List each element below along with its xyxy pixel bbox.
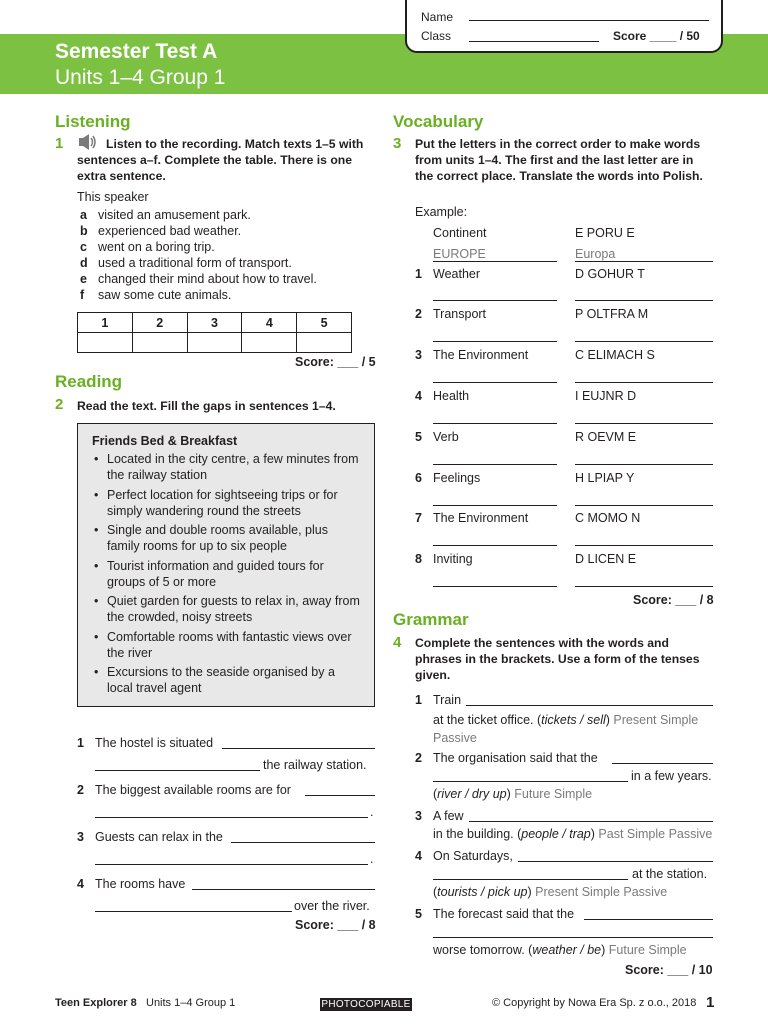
question-text: in the building. (people / trap) Past Simple Passive: [433, 827, 713, 841]
class-field[interactable]: [469, 41, 599, 42]
question-number: 3: [77, 830, 84, 844]
translation-line[interactable]: [575, 341, 713, 342]
task-2-number: 2: [55, 396, 64, 413]
example-label: Example:: [415, 205, 468, 219]
answer-line[interactable]: [433, 586, 557, 587]
question-text: The rooms have: [95, 877, 186, 891]
answer-cell[interactable]: [132, 333, 187, 353]
example-polish: Europa: [575, 247, 616, 261]
answer-line[interactable]: [433, 341, 557, 342]
question-number: 1: [415, 693, 422, 707]
example-line: [575, 261, 713, 262]
footer-book: Teen Explorer 8: [55, 997, 137, 1009]
list-item: a visited an amusement park.: [80, 208, 251, 222]
list-item: • Tourist information and guided tours for groups of 5 or more: [92, 558, 362, 590]
question-text: at the ticket office. (tickets / sell) Present Simple Passive: [433, 713, 699, 745]
question-end: .: [370, 805, 374, 819]
footer-unit: Units 1–4 Group 1: [146, 997, 236, 1009]
vocab-item: 6 Feelings H LPIAP Y: [415, 471, 715, 511]
question-text: The hostel is situated: [95, 736, 214, 750]
answer-line[interactable]: [433, 382, 557, 383]
question-text: Guests can relax in the: [95, 830, 223, 844]
answer-cell[interactable]: [187, 333, 242, 353]
listening-score: Score: ___ / 5: [295, 355, 376, 369]
answer-line[interactable]: [222, 748, 375, 749]
question-text: worse tomorrow. (weather / be) Future Simple: [433, 943, 687, 957]
answer-line[interactable]: [95, 770, 260, 771]
answer-line[interactable]: [584, 919, 713, 920]
total-score: Score ____ / 50: [613, 29, 700, 43]
example-category: Continent: [433, 226, 487, 240]
answer-line[interactable]: [433, 505, 557, 506]
task-1-number: 1: [55, 135, 64, 152]
example-line: [433, 261, 557, 262]
reading-heading: Reading: [55, 372, 123, 391]
class-label: Class: [421, 29, 452, 43]
name-label: Name: [421, 10, 454, 24]
grammar-score: Score: ___ / 10: [625, 963, 713, 977]
box-title: Friends Bed & Breakfast: [92, 434, 238, 448]
page-title: Semester Test A: [55, 40, 218, 63]
question-number: 1: [77, 736, 84, 750]
answer-line[interactable]: [469, 821, 713, 822]
question-end: over the river.: [294, 899, 370, 913]
answer-line[interactable]: [231, 842, 375, 843]
table-header: 5: [297, 313, 352, 333]
answer-line[interactable]: [466, 705, 713, 706]
task-3-number: 3: [393, 135, 402, 152]
answer-cell[interactable]: [297, 333, 352, 353]
answer-table: [77, 312, 352, 353]
table-header: 4: [242, 313, 297, 333]
question-text: The biggest available rooms are for: [95, 783, 291, 797]
answer-line[interactable]: [433, 781, 628, 782]
translation-line[interactable]: [575, 586, 713, 587]
answer-line[interactable]: [433, 300, 557, 301]
table-header: 2: [132, 313, 187, 333]
vocab-item: 2 Transport P OLTFRA M: [415, 307, 715, 347]
vocab-item: 3 The Environment C ELIMACH S: [415, 348, 715, 388]
question-text: The organisation said that the: [433, 751, 598, 765]
question-text: in a few years.: [631, 769, 712, 783]
task-1-instruction: Listen to the recording. Match texts 1–5 with sentences a–f. Complete the table. There is one extra sentence.: [77, 137, 364, 183]
list-item: • Single and double rooms available, plus family rooms for up to six people: [92, 522, 362, 554]
vocabulary-score: Score: ___ / 8: [633, 593, 714, 607]
listening-heading: Listening: [55, 112, 131, 131]
translation-line[interactable]: [575, 545, 713, 546]
answer-line[interactable]: [612, 763, 713, 764]
translation-line[interactable]: [575, 505, 713, 506]
answer-line[interactable]: [518, 861, 713, 862]
question-end: .: [370, 852, 374, 866]
question-text: A few: [433, 809, 464, 823]
translation-line[interactable]: [575, 382, 713, 383]
list-item: b experienced bad weather.: [80, 224, 242, 238]
vocabulary-heading: Vocabulary: [393, 112, 484, 131]
name-field[interactable]: [469, 20, 709, 21]
question-number: 3: [415, 809, 422, 823]
question-text: On Saturdays,: [433, 849, 513, 863]
reading-text-box: [77, 423, 375, 707]
speaker-lead: This speaker: [77, 190, 149, 204]
question-number: 4: [415, 849, 422, 863]
list-item: e changed their mind about how to travel.: [80, 272, 317, 286]
question-number: 2: [415, 751, 422, 765]
task-2-instruction: Read the text. Fill the gaps in sentences 1–4.: [77, 399, 336, 413]
page-subtitle: Units 1–4 Group 1: [55, 66, 226, 89]
vocab-item: 5 Verb R OEVM E: [415, 430, 715, 470]
question-text: (river / dry up) Future Simple: [433, 787, 593, 801]
question-number: 4: [77, 877, 84, 891]
answer-line[interactable]: [95, 911, 292, 912]
question-end: the railway station.: [263, 758, 367, 772]
task-4-instruction: Complete the sentences with the words and phrases in the brackets. Use a form of the tenses given.: [415, 636, 700, 682]
bullet-list: [92, 451, 362, 700]
list-item: • Perfect location for sightseeing trips or for simply wandering round the streets: [92, 487, 362, 519]
answer-line[interactable]: [305, 795, 375, 796]
question-text: (tourists / pick up) Present Simple Passive: [433, 885, 668, 899]
photocopiable-badge: PHOTOCOPIABLE: [321, 999, 411, 1010]
list-item: • Quiet garden for guests to relax in, away from the crowded, noisy streets: [92, 593, 362, 625]
question-number: 5: [415, 907, 422, 921]
answer-cell[interactable]: [78, 333, 133, 353]
table-header: 1: [78, 313, 133, 333]
answer-line[interactable]: [433, 464, 557, 465]
translation-line[interactable]: [575, 300, 713, 301]
table-header: 3: [187, 313, 242, 333]
answer-line[interactable]: [433, 937, 713, 938]
answer-line[interactable]: [433, 423, 557, 424]
vocab-item: 4 Health I EUJNR D: [415, 389, 715, 429]
answer-line[interactable]: [95, 817, 368, 818]
task-4-number: 4: [393, 634, 402, 651]
list-item: • Located in the city centre, a few minutes from the railway station: [92, 451, 362, 483]
question-text: The forecast said that the: [433, 907, 575, 921]
list-item: • Comfortable rooms with fantastic views over the river: [92, 629, 362, 661]
task-3-instruction: Put the letters in the correct order to make words from units 1–4. The first and the last letter are in the correct place. Translate the words into Polish.: [415, 137, 703, 183]
answer-line[interactable]: [433, 879, 628, 880]
page-number: 1: [706, 994, 715, 1011]
list-item: d used a traditional form of transport.: [80, 256, 292, 270]
grammar-heading: Grammar: [393, 610, 469, 629]
list-item: • Excursions to the seaside organised by a local travel agent: [92, 664, 362, 696]
vocab-item: 7 The Environment C MOMO N: [415, 511, 715, 551]
example-answer: EUROPE: [433, 247, 486, 261]
vocab-item: 8 Inviting D LICEN E: [415, 552, 715, 592]
example-letters: E PORU E: [575, 226, 635, 240]
answer-line[interactable]: [433, 545, 557, 546]
vocab-item: 1 Weather D GOHUR T: [415, 267, 715, 307]
question-text: at the station.: [632, 867, 708, 881]
name-class-box: [405, 0, 723, 53]
translation-line[interactable]: [575, 464, 713, 465]
listening-options: [80, 207, 380, 303]
question-text: Train: [433, 693, 462, 707]
footer-copyright: © Copyright by Nowa Era Sp. z o.o., 2018: [492, 997, 697, 1009]
list-item: f saw some cute animals.: [80, 288, 232, 302]
reading-score: Score: ___ / 8: [295, 918, 376, 932]
list-item: c went on a boring trip.: [80, 240, 215, 254]
answer-cell[interactable]: [242, 333, 297, 353]
answer-line[interactable]: [192, 889, 375, 890]
answer-line[interactable]: [95, 864, 368, 865]
question-number: 2: [77, 783, 84, 797]
translation-line[interactable]: [575, 423, 713, 424]
